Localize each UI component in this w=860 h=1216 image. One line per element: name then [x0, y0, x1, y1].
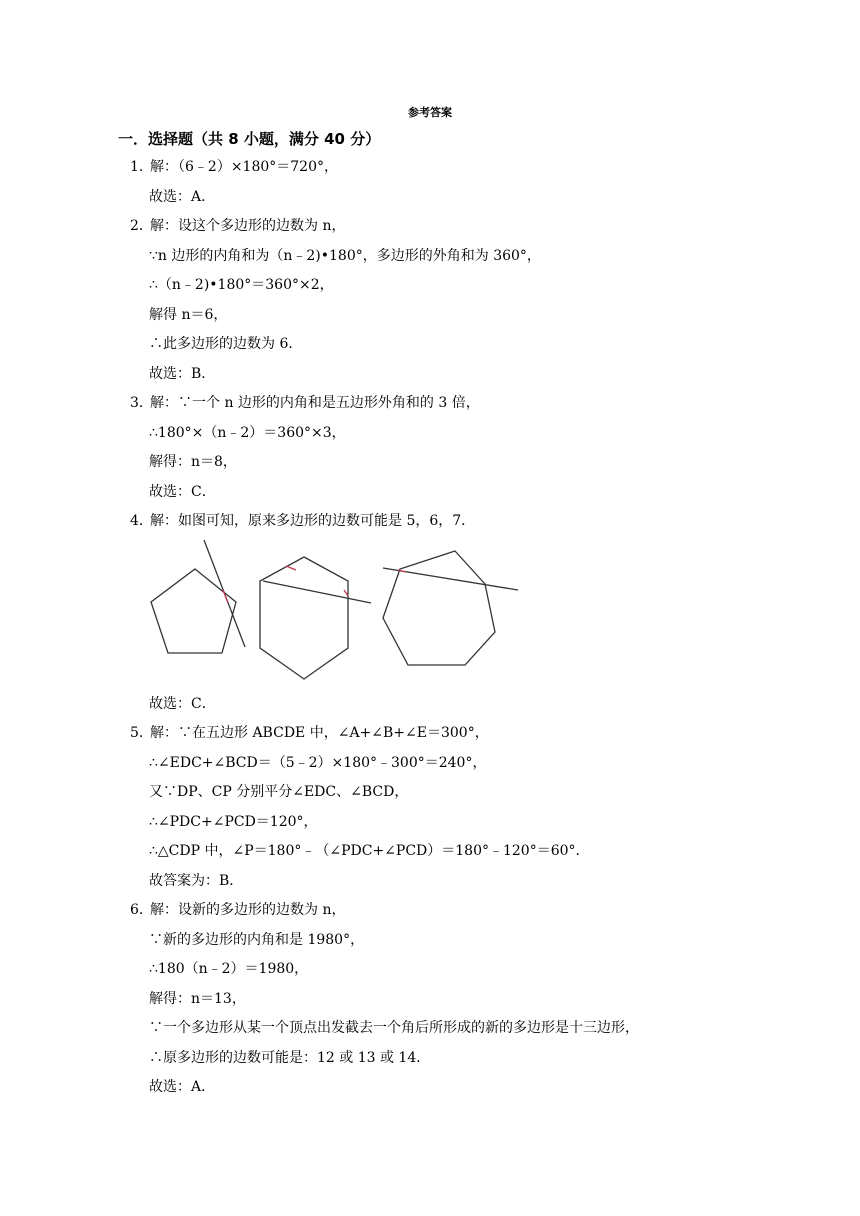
- heptagon-shape: [383, 551, 518, 665]
- q2-line-6: 故选：B．: [149, 366, 216, 382]
- polygon-cut-figure: [140, 536, 540, 686]
- q6-line-6: ∴原多边形的边数可能是：12 或 13 或 14．: [149, 1050, 431, 1066]
- q6-line-7: 故选：A．: [149, 1079, 216, 1095]
- q3-number: 3．: [130, 395, 153, 411]
- q6-number: 6．: [130, 902, 153, 918]
- q5-line-5: ∴△CDP 中，∠P＝180°﹣（∠PDC+∠PCD）＝180°﹣120°＝60°．: [149, 843, 590, 859]
- q5-number: 5．: [130, 725, 153, 741]
- q4-line-2: 故选：C．: [149, 696, 216, 712]
- q5-line-2: ∴∠EDC+∠BCD＝（5﹣2）×180°﹣300°＝240°，: [149, 755, 487, 771]
- q4-line-1: 解：如图可知，原来多边形的边数可能是 5，6，7．: [150, 513, 476, 529]
- q2-line-1: 解：设这个多边形的边数为 n，: [150, 218, 346, 234]
- q6-line-1: 解：设新的多边形的边数为 n，: [150, 902, 346, 918]
- q5-line-6: 故答案为：B．: [149, 873, 244, 889]
- q1-line-2: 故选：A．: [149, 189, 216, 205]
- q2-line-5: ∴此多边形的边数为 6．: [149, 336, 303, 352]
- q5-line-4: ∴∠PDC+∠PCD＝120°，: [149, 814, 318, 830]
- section-title: 一．选择题（共 8 小题，满分 40 分）: [118, 130, 381, 148]
- q2-line-3: ∴（n﹣2)•180°＝360°×2，: [149, 277, 334, 293]
- pentagon-shape: [151, 540, 245, 653]
- q3-line-3: 解得：n＝8，: [149, 454, 237, 470]
- q3-line-2: ∴180°×（n﹣2）＝360°×3，: [149, 425, 346, 441]
- q3-line-1: 解：∵一个 n 边形的内角和是五边形外角和的 3 倍，: [150, 395, 480, 411]
- q2-line-2: ∵n 边形的内角和为（n﹣2)•180°，多边形的外角和为 360°，: [149, 248, 541, 264]
- q1-line-1: 解：（6﹣2）×180°＝720°，: [150, 159, 338, 175]
- q6-line-2: ∵新的多边形的内角和是 1980°，: [149, 932, 365, 948]
- q4-number: 4．: [130, 513, 153, 529]
- q3-line-4: 故选：C．: [149, 484, 216, 500]
- hexagon-shape: [260, 557, 371, 679]
- q6-line-4: 解得：n＝13，: [149, 991, 246, 1007]
- q1-number: 1．: [130, 159, 153, 175]
- q6-line-5: ∵一个多边形从某一个顶点出发截去一个角后所形成的新的多边形是十三边形，: [149, 1020, 639, 1036]
- q5-line-1: 解：∵在五边形 ABCDE 中，∠A+∠B+∠E＝300°，: [150, 725, 489, 741]
- q2-line-4: 解得 n＝6，: [149, 307, 228, 323]
- q2-number: 2．: [130, 218, 153, 234]
- page-title: 参考答案: [408, 106, 452, 119]
- q6-line-3: ∴180（n﹣2）＝1980，: [149, 961, 309, 977]
- q5-line-3: 又∵DP、CP 分别平分∠EDC、∠BCD，: [149, 784, 409, 800]
